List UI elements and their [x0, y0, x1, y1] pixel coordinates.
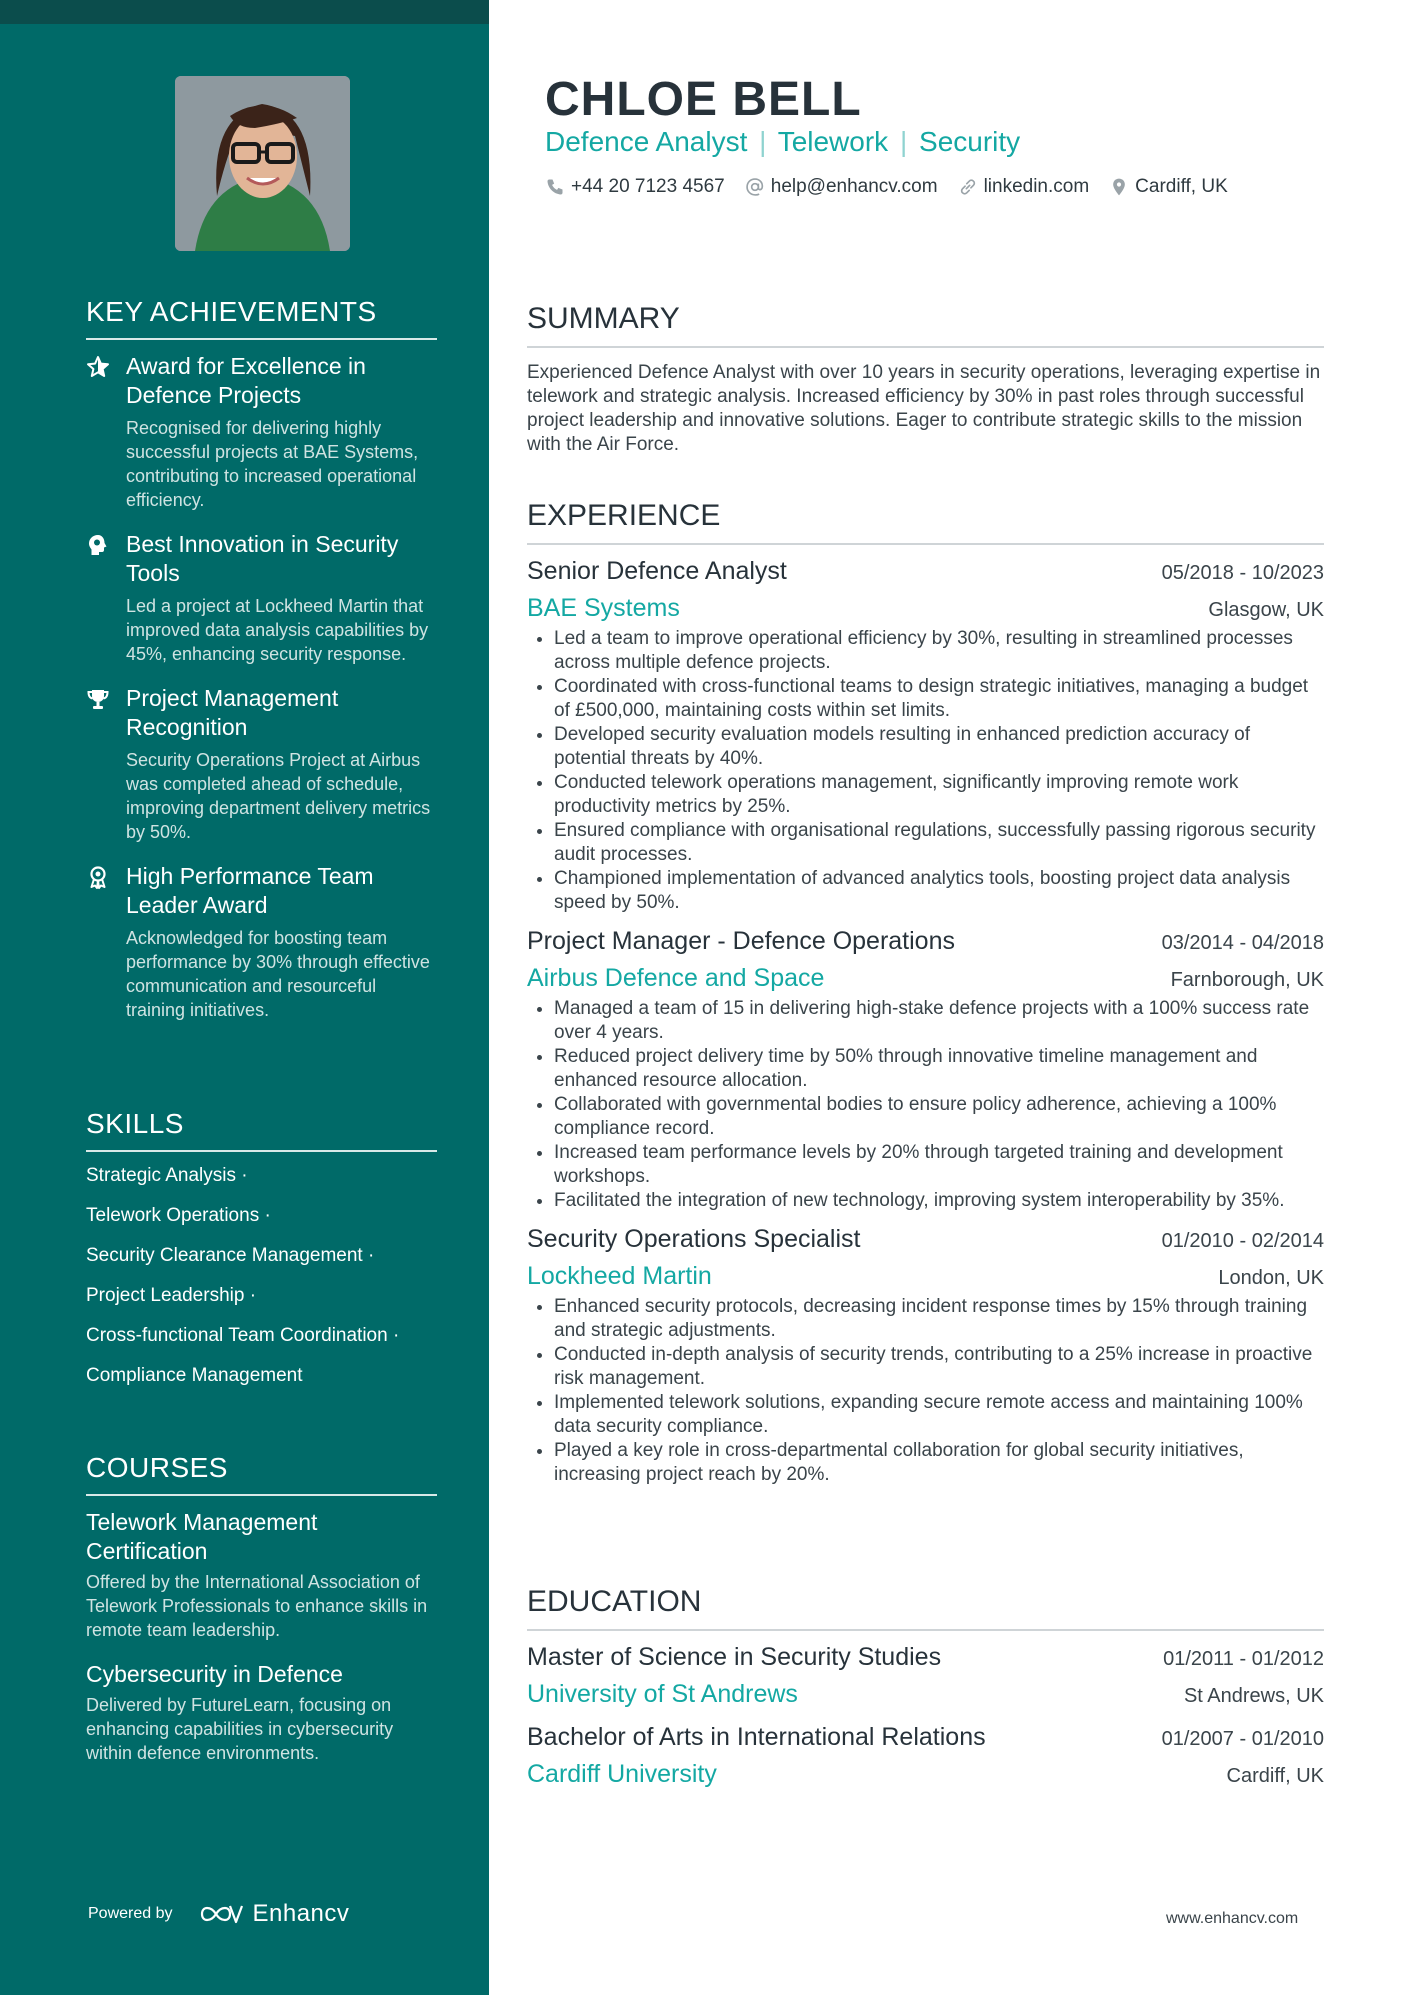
summary-text: Experienced Defence Analyst with over 10 years in security operations, leveraging expertise in telework and strategic analysis. Increased efficiency by 30% in past roles through successful project leadership and innovative solutions. Eager to contribute strategic skills to the mission with the Air Force.: [527, 362, 1321, 455]
skills-section: [86, 1108, 437, 1388]
company-name: BAE Systems: [527, 594, 680, 622]
education-entry: [527, 1723, 1324, 1789]
summary-section: [527, 302, 1324, 457]
job-location: Farnborough, UK: [1170, 969, 1324, 991]
footer-url[interactable]: www.enhancv.com: [1166, 1910, 1299, 1927]
education-dates: 01/2011 - 01/2012: [1163, 1648, 1324, 1670]
achievement-desc: Acknowledged for boosting team performance by 30% through effective communication and resourceful training initiatives.: [126, 928, 430, 1020]
contact-row: [545, 176, 1248, 198]
trophy-icon: [86, 687, 110, 711]
education-dates: 01/2007 - 01/2010: [1161, 1728, 1324, 1750]
job-dates: 01/2010 - 02/2014: [1161, 1230, 1324, 1252]
job-location: London, UK: [1218, 1267, 1324, 1289]
achievement-desc: Recognised for delivering highly successful projects at BAE Systems, contributing to increased operational efficiency.: [126, 418, 419, 510]
job-dates: 03/2014 - 04/2018: [1161, 932, 1324, 954]
sidebar: [0, 0, 489, 1995]
job-entry: [527, 1225, 1324, 1487]
enhancv-logo[interactable]: [199, 1900, 350, 1928]
skill-item: Compliance Management: [86, 1365, 303, 1386]
course-desc: Offered by the International Association of Telework Professionals to enhance skills in remote team leadership.: [86, 1572, 428, 1640]
bullet-item: • Developed security evaluation models resulting in enhanced prediction accuracy of potential threats by 40%.: [554, 723, 1324, 771]
job-bullets: [527, 997, 1324, 1213]
course-title: Telework Management Certification: [86, 1509, 318, 1564]
star-outline-icon: [86, 355, 110, 379]
bullet-item: • Implemented telework solutions, expanding secure remote access and maintaining 100% data security compliance.: [554, 1391, 1324, 1439]
experience-section: [527, 499, 1324, 1487]
skill-item: Cross-functional Team Coordination ·: [86, 1325, 400, 1346]
headline: [545, 126, 1020, 158]
company-name: Lockheed Martin: [527, 1262, 712, 1290]
bullet-item: • Coordinated with cross-functional teams to design strategic initiatives, managing a budget of £500,000, maintaining costs within set limits.: [554, 675, 1324, 723]
achievement-item: [86, 684, 437, 844]
job-bullets: [527, 627, 1324, 915]
school-name: University of St Andrews: [527, 1680, 798, 1708]
achievement-item: [86, 530, 437, 666]
job-title: Senior Defence Analyst: [527, 557, 787, 585]
bullet-item: • Conducted in-depth analysis of security trends, contributing to a 25% increase in proactive risk management.: [554, 1343, 1324, 1391]
candidate-name: CHLOE BELL: [545, 73, 862, 126]
courses-title: COURSES: [86, 1452, 437, 1496]
headline-role-2: Telework: [777, 126, 889, 157]
degree-title: Master of Science in Security Studies: [527, 1643, 942, 1671]
school-location: Cardiff, UK: [1226, 1765, 1324, 1787]
school-location: St Andrews, UK: [1183, 1685, 1324, 1707]
course-title: Cybersecurity in Defence: [86, 1661, 343, 1687]
contact-email[interactable]: [745, 176, 938, 198]
bullet-item: • Reduced project delivery time by 50% through innovative timeline management and enhanced resource allocation.: [554, 1045, 1324, 1093]
phone-icon: [545, 177, 565, 197]
powered-by: [88, 1900, 349, 1928]
enhancv-logo-icon: [199, 1901, 245, 1927]
achievement-title: Best Innovation in Security Tools: [126, 531, 399, 586]
bullet-item: • Ensured compliance with organisational regulations, successfully passing rigorous security audit processes.: [554, 819, 1324, 867]
medal-icon: [86, 865, 110, 889]
job-dates: 05/2018 - 10/2023: [1161, 562, 1324, 584]
achievement-title: High Performance Team Leader Award: [126, 863, 374, 918]
bullet-item: • Managed a team of 15 in delivering high-stake defence projects with a 100% success rate over 4 years.: [554, 997, 1324, 1045]
phone-text: +44 20 7123 4567: [571, 176, 725, 197]
education-entry: [527, 1643, 1324, 1709]
achievement-title: Award for Excellence in Defence Projects: [126, 353, 366, 408]
powered-by-label: Powered by: [88, 1905, 173, 1922]
link-icon: [958, 177, 978, 197]
headline-role-1: Defence Analyst: [545, 126, 748, 157]
achievement-title: Project Management Recognition: [126, 685, 339, 740]
job-bullets: [527, 1295, 1324, 1487]
skill-item: Strategic Analysis ·: [86, 1165, 248, 1186]
enhancv-wordmark: Enhancv: [252, 1900, 350, 1927]
job-title: Security Operations Specialist: [527, 1225, 861, 1253]
skill-item: Telework Operations ·: [86, 1205, 271, 1226]
bullet-item: • Facilitated the integration of new technology, improving system interoperability by 35%.: [554, 1189, 1324, 1213]
linkedin-text: linkedin.com: [983, 176, 1090, 197]
contact-location: [1109, 176, 1228, 198]
lightbulb-head-icon: [86, 533, 110, 557]
course-desc: Delivered by FutureLearn, focusing on enhancing capabilities in cybersecurity within defence environments.: [86, 1695, 394, 1763]
sidebar-top-bar: [0, 0, 489, 24]
skills-title: SKILLS: [86, 1108, 437, 1152]
bullet-item: • Enhanced security protocols, decreasing incident response times by 15% through training and strategic adjustments.: [554, 1295, 1324, 1343]
courses-section: [86, 1452, 437, 1765]
contact-phone[interactable]: [545, 176, 725, 198]
location-pin-icon: [1109, 177, 1129, 197]
location-text: Cardiff, UK: [1135, 176, 1228, 197]
achievement-desc: Led a project at Lockheed Martin that improved data analysis capabilities by 45%, enhancing security response.: [126, 596, 429, 664]
achievements-section: [86, 296, 437, 1022]
school-name: Cardiff University: [527, 1760, 717, 1788]
bullet-item: • Championed implementation of advanced analytics tools, boosting project data analysis speed by 50%.: [554, 867, 1324, 915]
job-title: Project Manager - Defence Operations: [527, 927, 955, 955]
summary-title: SUMMARY: [527, 302, 1324, 348]
skill-item: Project Leadership ·: [86, 1285, 257, 1306]
achievement-desc: Security Operations Project at Airbus was completed ahead of schedule, improving department delivery metrics by 50%.: [126, 750, 431, 842]
job-location: Glasgow, UK: [1208, 599, 1324, 621]
achievements-title: KEY ACHIEVEMENTS: [86, 296, 437, 340]
education-title: EDUCATION: [527, 1585, 1324, 1631]
skill-item: Security Clearance Management ·: [86, 1245, 375, 1266]
bullet-item: • Played a key role in cross-departmental collaboration for global security initiatives, increasing project reach by 20%.: [554, 1439, 1324, 1487]
bullet-item: • Led a team to improve operational efficiency by 30%, resulting in streamlined processes across multiple defence projects.: [554, 627, 1324, 675]
achievement-item: [86, 862, 437, 1022]
achievement-item: [86, 352, 437, 512]
contact-linkedin[interactable]: [958, 176, 1090, 198]
headline-separator: |: [899, 126, 908, 157]
job-entry: [527, 927, 1324, 1213]
degree-title: Bachelor of Arts in International Relations: [527, 1723, 986, 1751]
education-section: [527, 1585, 1324, 1789]
job-entry: [527, 557, 1324, 915]
headline-role-3: Security: [919, 126, 1021, 157]
at-sign-icon: [745, 177, 765, 197]
company-name: Airbus Defence and Space: [527, 964, 825, 992]
experience-title: EXPERIENCE: [527, 499, 1324, 545]
headline-separator: |: [759, 126, 767, 157]
bullet-item: • Increased team performance levels by 20% through targeted training and development workshops.: [554, 1141, 1324, 1189]
bullet-item: • Collaborated with governmental bodies to ensure policy adherence, achieving a 100% compliance record.: [554, 1093, 1324, 1141]
bullet-item: • Conducted telework operations management, significantly improving remote work productivity metrics by 25%.: [554, 771, 1324, 819]
avatar: [175, 76, 350, 251]
email-text: help@enhancv.com: [770, 176, 938, 197]
